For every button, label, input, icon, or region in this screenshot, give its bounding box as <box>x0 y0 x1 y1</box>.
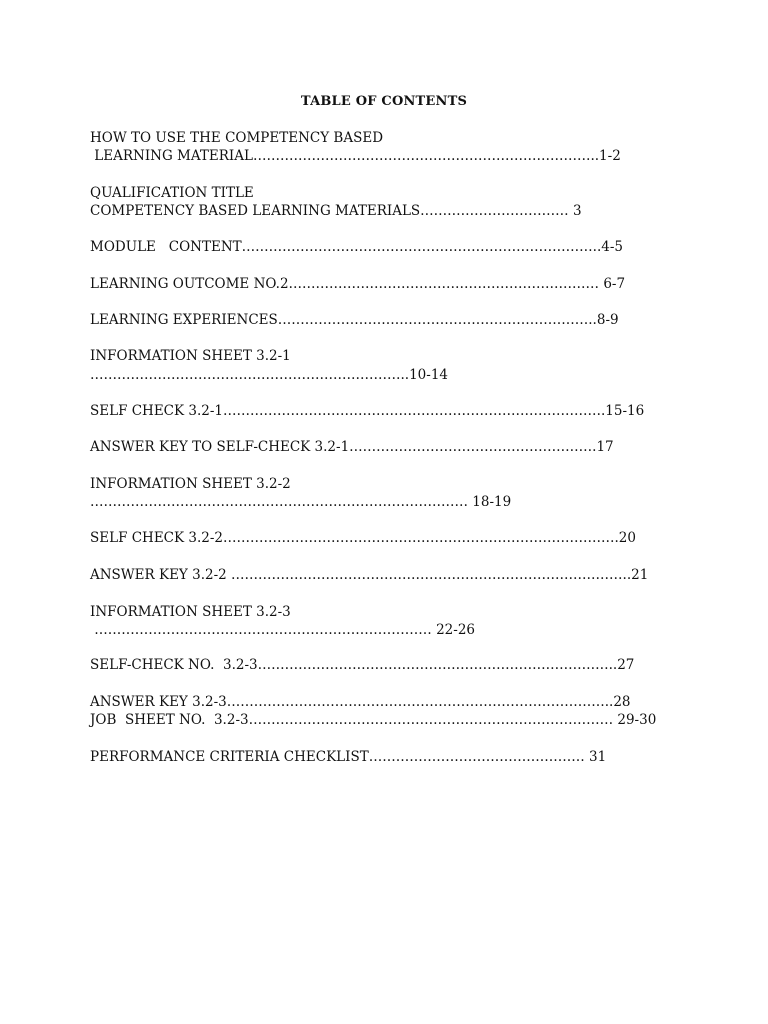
toc-line: SELF CHECK 3.2-2…………………………………………………………………………….20 <box>90 530 636 546</box>
toc-line: QUALIFICATION TITLE <box>90 185 254 201</box>
toc-line: INFORMATION SHEET 3.2-1 <box>90 348 291 364</box>
toc-line: SELF CHECK 3.2-1………………………………………………………………………….15-16 <box>90 403 645 419</box>
toc-line: ……………………………………………………………..10-14 <box>90 367 449 383</box>
toc-line: ………………………………………………………………… 22-26 <box>90 622 476 638</box>
toc-line: HOW TO USE THE COMPETENCY BASED <box>90 130 384 146</box>
toc-line: MODULE CONTENT……………………………………………………………………..4-5 <box>90 239 623 255</box>
page-title: TABLE OF CONTENTS <box>300 94 468 109</box>
toc-line: ANSWER KEY TO SELF-CHECK 3.2-1……………………………………………….17 <box>90 439 614 455</box>
toc-line: INFORMATION SHEET 3.2-2 <box>90 476 291 492</box>
toc-line: ANSWER KEY 3.2-2 ……………………………………………………………………………..21 <box>90 567 649 583</box>
toc-line: JOB SHEET NO. 3.2-3……………………………………………………………………… 29-30 <box>90 712 657 728</box>
toc-line: PERFORMANCE CRITERIA CHECKLIST………………………………………… 31 <box>90 749 607 765</box>
toc-line: LEARNING OUTCOME NO.2…………………………………………………………… 6-7 <box>90 276 626 292</box>
toc-line: SELF-CHECK NO. 3.2-3……………………………………………………………………..27 <box>90 657 635 673</box>
toc-line: INFORMATION SHEET 3.2-3 <box>90 604 291 620</box>
toc-line: LEARNING EXPERIENCES……………………………………………………………..8-9 <box>90 312 619 328</box>
toc-line: ………………………………………………………………………… 18-19 <box>90 494 512 510</box>
toc-line: COMPETENCY BASED LEARNING MATERIALS…………………………… 3 <box>90 203 582 219</box>
toc-line: LEARNING MATERIAL…………………………………………………………………..1-2 <box>90 148 621 164</box>
toc-line: ANSWER KEY 3.2-3…………………………………………………………………………..28 <box>90 694 631 710</box>
